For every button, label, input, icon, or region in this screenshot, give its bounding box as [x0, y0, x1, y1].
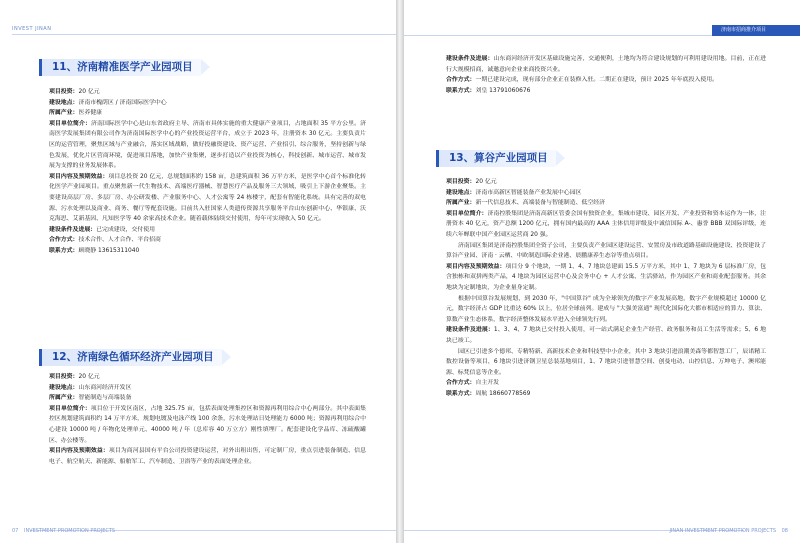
footer-right — [669, 528, 788, 534]
project-13-conditions: 建设条件及进展：1、3、4、7 地块已交付投入使用，可一站式满足企业生产经营、政务服务和员工生活等需求；5、6 地块已竣工。 — [446, 327, 767, 344]
footer-caption-left: INVESTMENT PROMOTION PROJECTS — [23, 528, 116, 534]
project-11-details — [49, 87, 366, 257]
header-rule — [12, 34, 396, 35]
project-12-title: 12、济南绿色循环经济产业园项目 — [39, 349, 222, 366]
footer-caption-right: JINAN INVESTMENT PROMOTION PROJECTS — [669, 528, 777, 534]
left-page — [0, 0, 396, 543]
header-banner: 济南市招商推介项目 — [712, 25, 800, 36]
project-12-continued — [446, 54, 766, 96]
project-11-company-intro: 项目单位简介：济南国际医学中心是山东省政府主导、济南市具体实施的重大健康产业项目，占地面积 35 平方公里。济南医学发展集团有限公司作为济南国际医学中心的产业投资运营平台，成立于 2023 年，注册资本 30 亿元。主要负责片区的运营管理，聚焦区域与产业融合，落实区域战略，做好投融资建设、资产运营、产业招引、综合服务，坚持创新与绿色发展，优化片区营商环境，促进项目落地，加快产业集聚，逐步打造以产业投资为核心，科技创新、城市运营、城市发展为支撑的业务发展体系。 — [49, 120, 366, 170]
project-12-details — [49, 372, 366, 467]
project-13-conditions-2: 园区已引进多个德邦、专精特新、高新技术企业和科技型中小企业，其中 3 地块引进浪潮美森等都智慧工厂，辰诺精工数控设备等项目，6 地块引进济钢卫星总装基地项目，1、7 地块引进智慧空间、创曼电动、山控信息、万坤电子、澳邦能源、标梵信息等企业。 — [446, 348, 766, 376]
project-12-conditions: 建设条件及进展：山东商河经济开发区基础设施完善，交通便利，土地均为符合建设规划的可利用建设用地。目前，正在进行大规模招商，诚邀意向企业来商投资兴业。 — [446, 56, 767, 73]
project-13-contact: 联系方式：周航 18660778569 — [446, 390, 531, 397]
project-13-details — [446, 177, 766, 399]
project-11-location: 建设地点：济南市槐荫区 / 济南国际医学中心 — [49, 99, 167, 106]
header-rule-right — [404, 35, 712, 36]
page-number-right: 08 — [781, 528, 788, 534]
project-11-investment: 项目投资：20 亿元 — [49, 89, 100, 95]
footer-left — [12, 528, 115, 534]
page-number-left: 07 — [12, 528, 19, 534]
project-13-location: 建设地点：济南市高新区智能装备产业发展中心园区 — [446, 189, 582, 196]
project-12-investment: 项目投资：20 亿元 — [49, 374, 100, 380]
book-gutter — [396, 0, 404, 543]
project-13-company-intro: 项目单位简介：济南控股集团是济南高新区管委会国有独资企业，集城市建设、园区开发、产业投资和资本运作为一体，注册资本 40 亿元，资产总额 1200 亿元，拥有国内最高的 AAA 主体信用评级及中诚信国际 A-、惠誉 BBB 双国际评级，连续六年蝉联中国产业园区运营商 20 强。 — [446, 210, 767, 238]
project-12-content-benefits: 项目内容及预期效益：项目为商河县国有平台公司投资建设运营，对外出租出售，可定制厂房，重点引进装备制造、信息电子、航空航天、新能源、船舶军工、汽车制造、卫浴等产业的表面处理企业。 — [49, 448, 367, 465]
project-11-industry: 所属产业：医养健康 — [49, 110, 103, 117]
right-page — [404, 0, 800, 543]
project-11-title: 11、济南精准医学产业园项目 — [39, 59, 201, 76]
project-11-cooperation: 合作方式：技术合作、人才合作、平台招商 — [49, 237, 161, 244]
brand-label: INVEST JINAN — [12, 26, 52, 32]
project-13-content-benefits-2: 根据中国算谷发展规划，到 2030 年，"中国算谷" 成为全球领先的数字产业发展高地，数字产业规模超过 10000 亿元，数字经济占 GDP 比重达 60% 以上，位居全球前列。建成与 "大强美富通" 现代化国际化大都市相适应的算力、算法、算数产业生态体系，数字经济整体发展水平进入全球领先行列。 — [446, 295, 766, 323]
project-13-cooperation: 合作方式：自主开发 — [446, 380, 500, 387]
project-12-location: 建设地点：山东商河经济开发区 — [49, 384, 132, 391]
project-13-industry: 所属产业：新一代信息技术、高端装备与智能制造、低空经济 — [446, 200, 606, 207]
project-11-conditions: 建设条件及进展：已完成建设，交付使用 — [49, 226, 156, 233]
project-12-company-intro: 项目单位简介：项目位于开发区南区，占地 325.75 亩，包括表面处理集控区和资源再利用综合中心两部分。其中表面集控区规划建筑面积约 14 万平方米，规划电镀及电泳产线 100 余条，污水处理站日处理能力 6000 吨；资源再利用综合中心建设 10000 吨 / 年物化处理单元、40000 吨 / 年（总库容 40 万立方）刚性填埋厂。配套建设化学品库、冻硫酸罐区、办公楼等。 — [49, 405, 366, 444]
project-12-cooperation: 合作方式：一期已建设完成，现有部分企业正在装修入驻。二期正在建设，预计 2025 年年底投入使用。 — [446, 77, 719, 84]
project-13-title: 13、算谷产业园项目 — [436, 150, 556, 167]
project-11-content-benefits: 项目内容及预期效益：项目总投资 20 亿元，总规划面积约 158 亩，总建筑面积 36 万平方米，是医学中心首个标准化转化医学产业园项目。重点聚焦新一代生物技术、高端医疗器械、智慧医疗产品及服务三大领域，吸引上下游企业聚集。主要建设高层厂房、多层厂房、办公研发楼、产业服务中心、人才公寓等 24 栋楼宇，配套有智能化系统。具有完善的双电源、污水处理以及商业、商务、餐厅等配套设施。目前共入驻国家人类遗传资源共享服务平台山东创新中心、华银康、沃克海思、艾新基因、凡知医学等 40 余家高技术企业。随着载体陆续交付使用，每年可实现收入 50 亿元。 — [49, 173, 366, 223]
project-13-company-intro-2: 济南园区集团是济南控股集团全资子公司，主要负责产业园区建设运营、安置房及市政道路基础设施建设、投资建设了算谷产业园、济南 · 云栖、中欧制造国际企业港、晨鹏康养生态谷等重点项目。 — [446, 242, 766, 260]
project-11-contact: 联系方式：顾晓静 13615311040 — [49, 247, 140, 254]
project-12-contact: 联系方式：刘皇 13791060676 — [446, 87, 531, 94]
project-13-content-benefits: 项目内容及预期效益：项目分 9 个地块，一期 1、4、7 地块总建面 15.5 万平方米，其中 1、7 地块为 6 层标准厂房，包含独栋和双拼两类产品，4 地块为园区运营中心及会务中心 + 人才公寓、生活驿站，作为园区产业和商业配套服务。其余地块为定制地块，为企业量身定制。 — [446, 263, 767, 291]
project-12-industry: 所属产业：智能制造与高端装备 — [49, 395, 132, 402]
project-13-investment: 项目投资：20 亿元 — [446, 179, 497, 185]
